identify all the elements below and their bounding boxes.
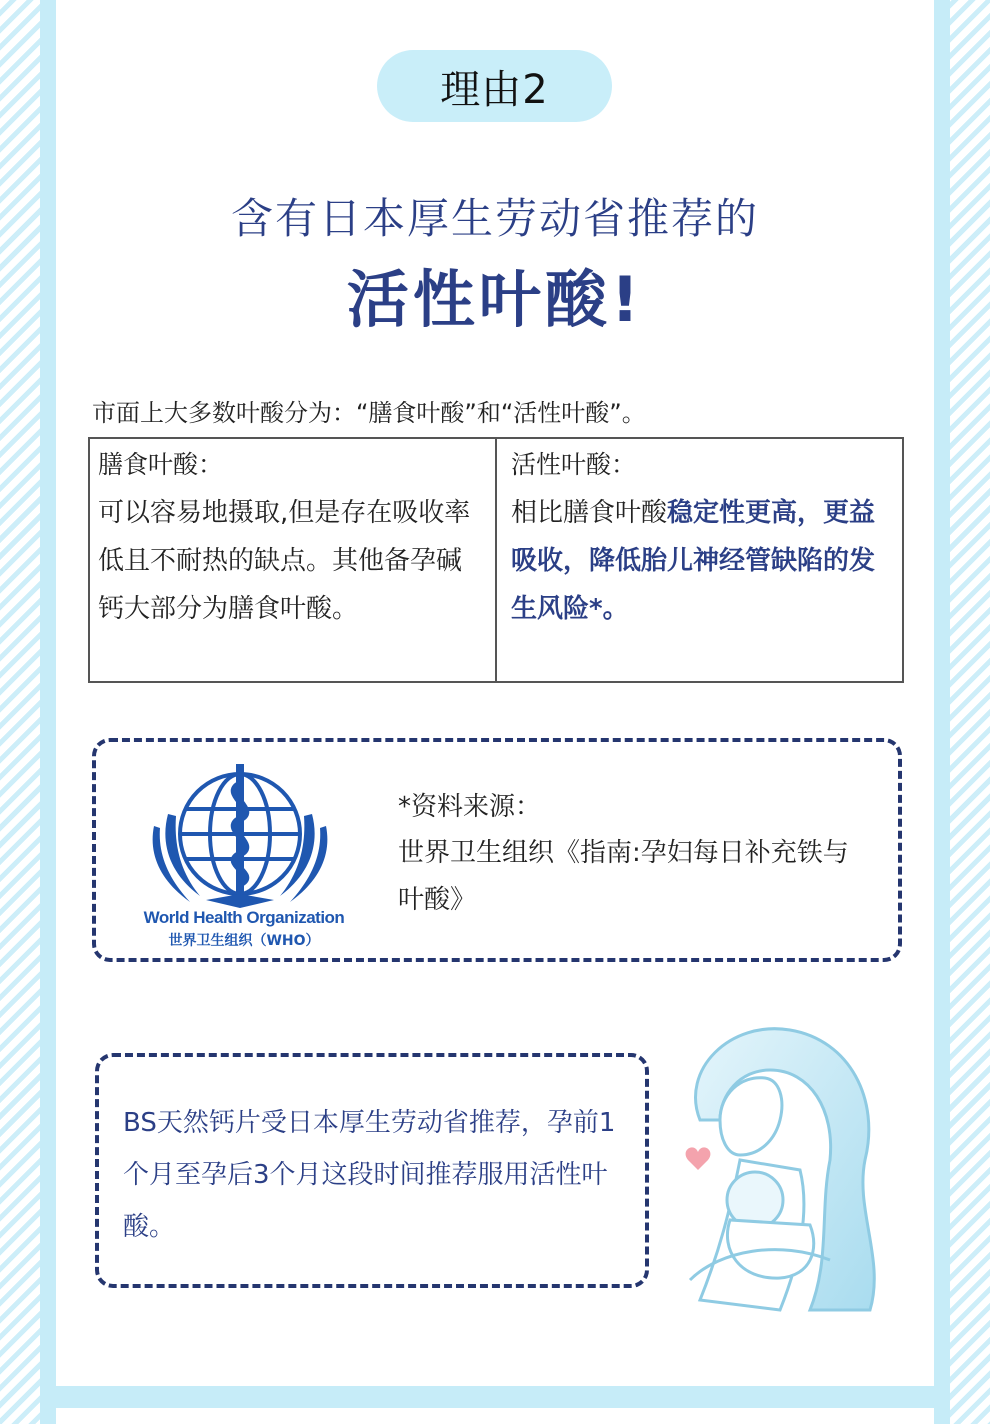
dietary-folate-title: 膳食叶酸： — [98, 450, 224, 479]
who-name-chinese: 世界卫生组织（WHO） — [168, 933, 320, 949]
active-folate-title: 活性叶酸： — [511, 450, 637, 479]
source-title: *资料来源： — [398, 792, 542, 822]
recommendation-box — [95, 1053, 649, 1288]
dietary-folate-body: 可以容易地摄取,但是存在吸收率低且不耐热的缺点。其他备孕碱钙大部分为膳食叶酸。 — [98, 498, 471, 624]
headline: 含有日本厚生劳动省推荐的 — [230, 194, 759, 243]
who-name-english: World Health Organization — [143, 908, 345, 927]
intro-text: 市面上大多数叶酸分为：“膳食叶酸”和“活性叶酸”。 — [92, 399, 646, 427]
active-folate-body — [511, 489, 894, 633]
source-box — [92, 738, 902, 962]
dietary-folate-cell — [90, 439, 497, 681]
active-folate-body-prefix: 相比膳食叶酸 — [511, 498, 668, 528]
comparison-table — [88, 437, 904, 683]
mother-baby-illustration — [660, 1010, 895, 1320]
active-folate-cell — [497, 439, 902, 681]
source-body: 世界卫生组织《指南:孕妇每日补充铁与叶酸》 — [398, 838, 849, 915]
recommendation-text: BS天然钙片受日本厚生劳动省推荐，孕前1个月至孕后3个月这段时间推荐服用活性叶酸。 — [123, 1108, 616, 1242]
reason-badge: 理由2 — [377, 50, 612, 122]
active-folate-body-highlight: 稳定性更高，更益吸收，降低胎儿神经管缺陷的发生风险* — [511, 498, 876, 624]
headline-emphasis: 活性叶酸! — [346, 263, 644, 336]
active-folate-body-suffix: 。 — [602, 594, 629, 624]
bottom-band-inner — [56, 1408, 934, 1424]
heart-icon — [686, 1147, 711, 1170]
